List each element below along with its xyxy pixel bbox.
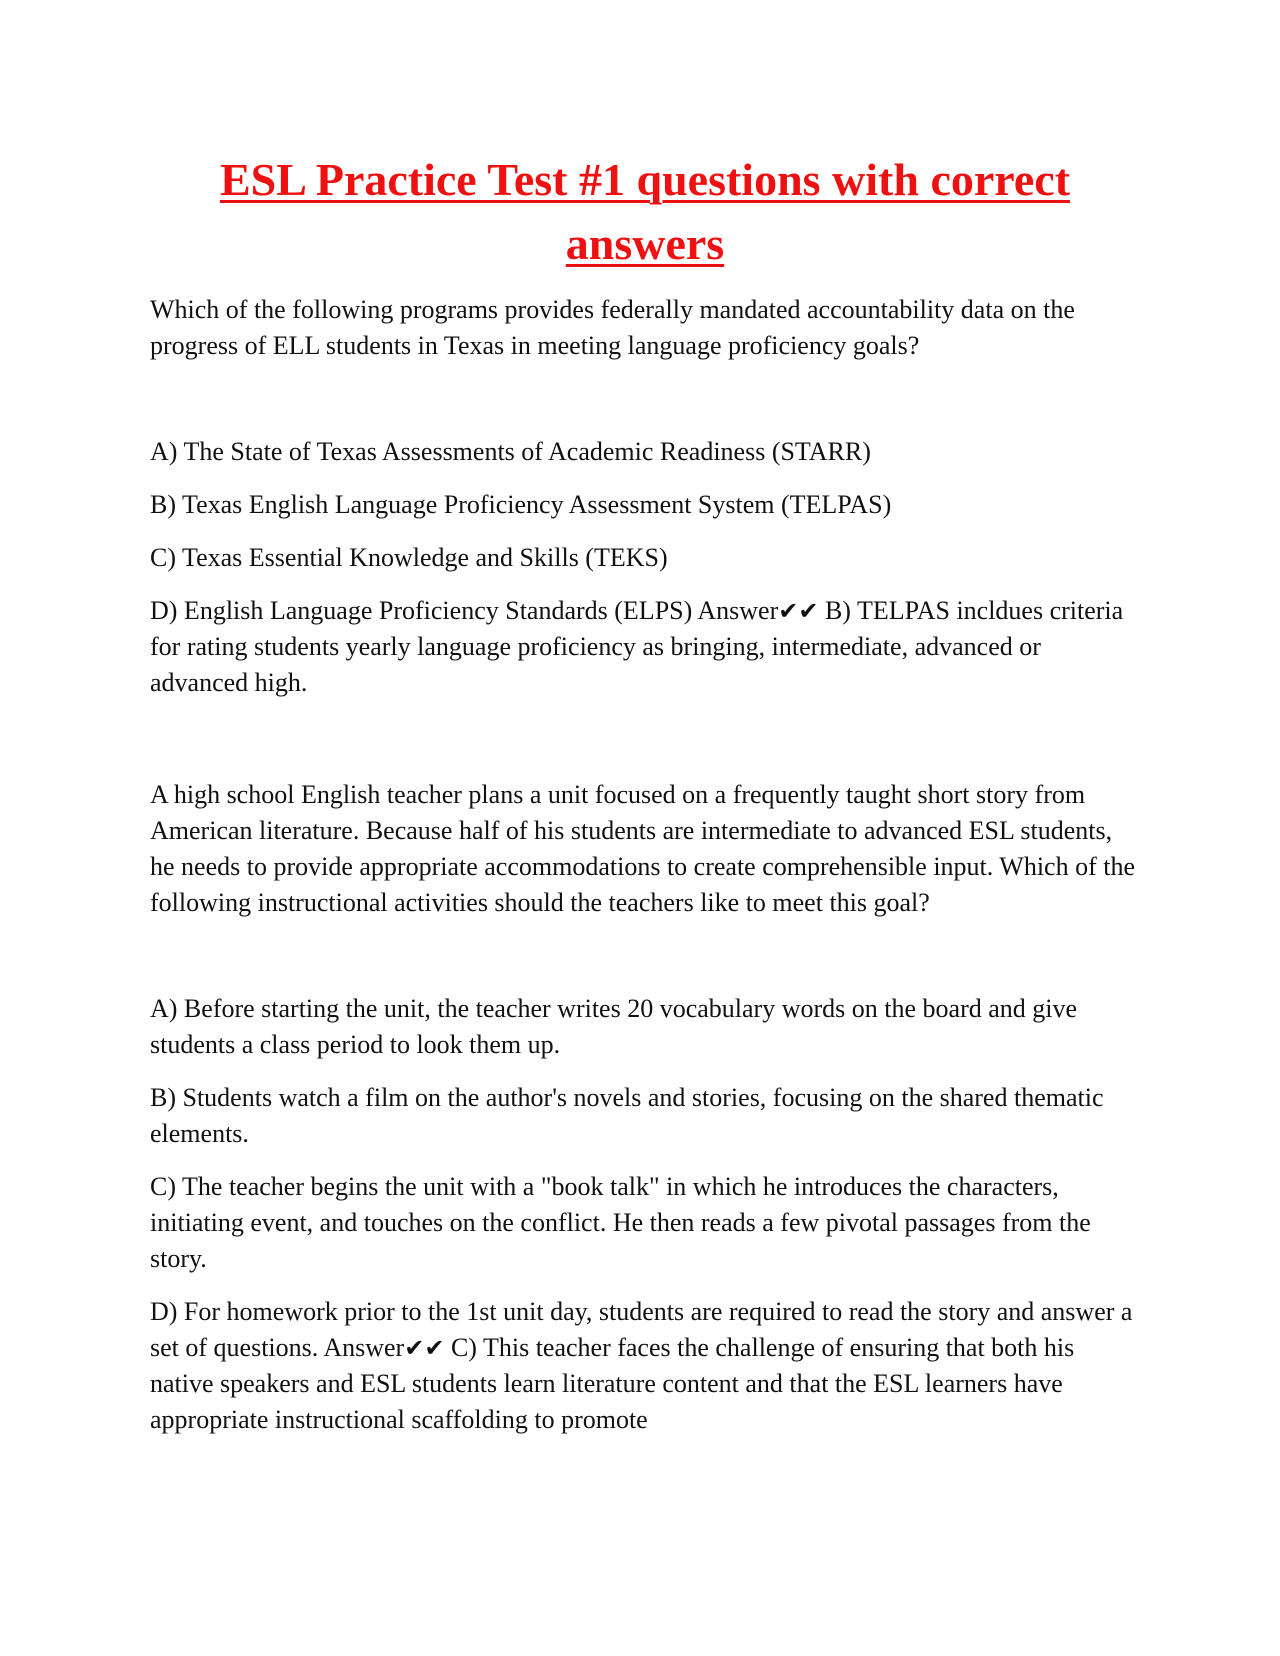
option-c: C) Texas Essential Knowledge and Skills (TEKS) xyxy=(150,543,668,572)
option-b: B) Texas English Language Proficiency Assessment System (TELPAS) xyxy=(150,490,892,519)
check-mark-icon: ✔✔ xyxy=(778,597,819,625)
section-spacer xyxy=(150,701,1140,777)
question-text: Which of the following programs provides federally mandated accountability data on the progress of ELL students in Texas in meeting language proficiency goals? xyxy=(150,295,1075,360)
answer-tag xyxy=(697,596,818,625)
answer-label: Answer xyxy=(697,596,779,625)
option-list xyxy=(150,991,1140,1438)
option-c: C) The teacher begins the unit with a "book talk" in which he introduces the characters, initiating event, and touches on the conflict. He then reads a few pivotal passages from the story. xyxy=(150,1172,1091,1273)
option-d-with-answer xyxy=(150,1294,1140,1438)
answer-tag xyxy=(323,1333,444,1362)
option-a: A) The State of Texas Assessments of Academic Readiness (STARR) xyxy=(150,437,871,466)
question-block-1 xyxy=(150,292,1140,701)
option-d: D) English Language Proficiency Standards (ELPS) xyxy=(150,596,693,625)
option-list xyxy=(150,434,1140,701)
answer-label: Answer xyxy=(323,1333,405,1362)
question-block-2 xyxy=(150,777,1140,1438)
option-d: D) For homework prior to the 1st unit day, students are required to read the story and answer a set of questions. xyxy=(150,1297,1133,1362)
answer-explanation: C) This teacher faces the challenge of ensuring that both his native speakers and ESL students learn literature content and that the ESL learners have appropriate instructional scaffolding to promote xyxy=(150,1333,1075,1434)
answer-explanation: B) TELPAS incldues criteria for rating students yearly language proficiency as bringing, intermediate, advanced or advanced high. xyxy=(150,596,1124,697)
document-title: ESL Practice Test #1 questions with correct answers xyxy=(219,154,1071,269)
question-text: A high school English teacher plans a unit focused on a frequently taught short story from American literature. Because half of his students are intermediate to advanced ESL students, he needs to provide appropriate accommodations to create comprehensible input. Which of the following instructional activities should the teachers like to meet this goal? xyxy=(150,780,1136,917)
option-d-with-answer xyxy=(150,593,1140,701)
check-mark-icon: ✔✔ xyxy=(404,1334,445,1362)
document-page xyxy=(150,148,1140,1438)
option-a: A) Before starting the unit, the teacher writes 20 vocabulary words on the board and give students a class period to look them up. xyxy=(150,994,1078,1059)
option-b: B) Students watch a film on the author's novels and stories, focusing on the shared thematic elements. xyxy=(150,1083,1104,1148)
